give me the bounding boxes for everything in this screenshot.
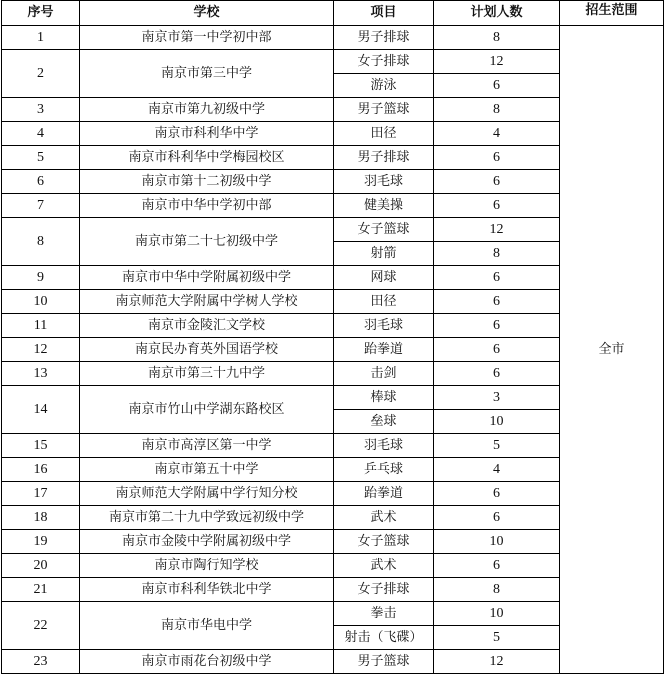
- sport-item: 女子排球: [334, 50, 434, 74]
- school-name: 南京市科利华铁北中学: [80, 578, 334, 602]
- plan-count: 5: [434, 626, 560, 650]
- plan-count: 6: [434, 266, 560, 290]
- sport-item: 武术: [334, 506, 434, 530]
- row-number: 9: [2, 266, 80, 290]
- plan-count: 6: [434, 74, 560, 98]
- plan-count: 8: [434, 578, 560, 602]
- sport-item: 女子排球: [334, 578, 434, 602]
- plan-count: 4: [434, 458, 560, 482]
- header-plan: 计划人数: [434, 1, 560, 26]
- plan-count: 6: [434, 146, 560, 170]
- row-number: 6: [2, 170, 80, 194]
- plan-count: 12: [434, 50, 560, 74]
- plan-count: 5: [434, 434, 560, 458]
- row-number: 3: [2, 98, 80, 122]
- school-name: 南京市金陵汇文学校: [80, 314, 334, 338]
- sport-item: 武术: [334, 554, 434, 578]
- sport-item: 男子排球: [334, 26, 434, 50]
- school-name: 南京市科利华中学梅园校区: [80, 146, 334, 170]
- plan-count: 6: [434, 194, 560, 218]
- school-name: 南京市科利华中学: [80, 122, 334, 146]
- row-number: 18: [2, 506, 80, 530]
- row-number: 16: [2, 458, 80, 482]
- plan-count: 6: [434, 554, 560, 578]
- row-number: 15: [2, 434, 80, 458]
- sport-item: 田径: [334, 290, 434, 314]
- row-number: 10: [2, 290, 80, 314]
- row-number: 2: [2, 50, 80, 98]
- plan-count: 6: [434, 506, 560, 530]
- plan-count: 8: [434, 242, 560, 266]
- school-name: 南京市第二十七初级中学: [80, 218, 334, 266]
- sport-item: 男子篮球: [334, 650, 434, 674]
- header-row: [2, 1, 664, 26]
- school-name: 南京市第五十中学: [80, 458, 334, 482]
- sport-item: 男子篮球: [334, 98, 434, 122]
- row-number: 5: [2, 146, 80, 170]
- sport-item: 羽毛球: [334, 314, 434, 338]
- school-name: 南京市雨花台初级中学: [80, 650, 334, 674]
- sport-item: 射击（飞碟）: [334, 626, 434, 650]
- plan-count: 10: [434, 410, 560, 434]
- header-school: 学校: [80, 1, 334, 26]
- row-number: 17: [2, 482, 80, 506]
- school-name: 南京市第三中学: [80, 50, 334, 98]
- school-name: 南京市第三十九中学: [80, 362, 334, 386]
- sport-item: 女子篮球: [334, 218, 434, 242]
- sport-item: 跆拳道: [334, 482, 434, 506]
- row-number: 12: [2, 338, 80, 362]
- school-name: 南京市第一中学初中部: [80, 26, 334, 50]
- enrollment-range: 全市: [560, 26, 664, 674]
- school-name: 南京市高淳区第一中学: [80, 434, 334, 458]
- sport-item: 棒球: [334, 386, 434, 410]
- table-body: [2, 26, 664, 674]
- row-number: 4: [2, 122, 80, 146]
- school-name: 南京市陶行知学校: [80, 554, 334, 578]
- sport-item: 跆拳道: [334, 338, 434, 362]
- sport-item: 健美操: [334, 194, 434, 218]
- plan-count: 6: [434, 338, 560, 362]
- plan-count: 10: [434, 602, 560, 626]
- sport-item: 羽毛球: [334, 434, 434, 458]
- plan-count: 3: [434, 386, 560, 410]
- school-name: 南京市中华中学附属初级中学: [80, 266, 334, 290]
- enrollment-table: [1, 0, 664, 674]
- sport-item: 田径: [334, 122, 434, 146]
- row-number: 8: [2, 218, 80, 266]
- school-name: 南京市第十二初级中学: [80, 170, 334, 194]
- plan-count: 12: [434, 218, 560, 242]
- row-number: 19: [2, 530, 80, 554]
- row-number: 14: [2, 386, 80, 434]
- plan-count: 8: [434, 26, 560, 50]
- header-no: 序号: [2, 1, 80, 26]
- school-name: 南京市华电中学: [80, 602, 334, 650]
- school-name: 南京市第九初级中学: [80, 98, 334, 122]
- school-name: 南京市竹山中学湖东路校区: [80, 386, 334, 434]
- plan-count: 4: [434, 122, 560, 146]
- school-name: 南京民办育英外国语学校: [80, 338, 334, 362]
- row-number: 11: [2, 314, 80, 338]
- school-name: 南京师范大学附属中学行知分校: [80, 482, 334, 506]
- plan-count: 6: [434, 170, 560, 194]
- row-number: 13: [2, 362, 80, 386]
- school-name: 南京师范大学附属中学树人学校: [80, 290, 334, 314]
- row-number: 1: [2, 26, 80, 50]
- sport-item: 游泳: [334, 74, 434, 98]
- plan-count: 6: [434, 290, 560, 314]
- sport-item: 拳击: [334, 602, 434, 626]
- row-number: 20: [2, 554, 80, 578]
- row-number: 22: [2, 602, 80, 650]
- sport-item: 女子篮球: [334, 530, 434, 554]
- plan-count: 8: [434, 98, 560, 122]
- sport-item: 垒球: [334, 410, 434, 434]
- sport-item: 射箭: [334, 242, 434, 266]
- sport-item: 乒乓球: [334, 458, 434, 482]
- plan-count: 12: [434, 650, 560, 674]
- row-number: 23: [2, 650, 80, 674]
- header-range: 招生范围: [560, 1, 664, 26]
- plan-count: 10: [434, 530, 560, 554]
- table-row: [2, 26, 664, 50]
- sport-item: 击剑: [334, 362, 434, 386]
- school-name: 南京市第二十九中学致远初级中学: [80, 506, 334, 530]
- plan-count: 6: [434, 482, 560, 506]
- school-name: 南京市中华中学初中部: [80, 194, 334, 218]
- plan-count: 6: [434, 314, 560, 338]
- plan-count: 6: [434, 362, 560, 386]
- header-item: 项目: [334, 1, 434, 26]
- row-number: 7: [2, 194, 80, 218]
- sport-item: 网球: [334, 266, 434, 290]
- row-number: 21: [2, 578, 80, 602]
- school-name: 南京市金陵中学附属初级中学: [80, 530, 334, 554]
- sport-item: 羽毛球: [334, 170, 434, 194]
- sport-item: 男子排球: [334, 146, 434, 170]
